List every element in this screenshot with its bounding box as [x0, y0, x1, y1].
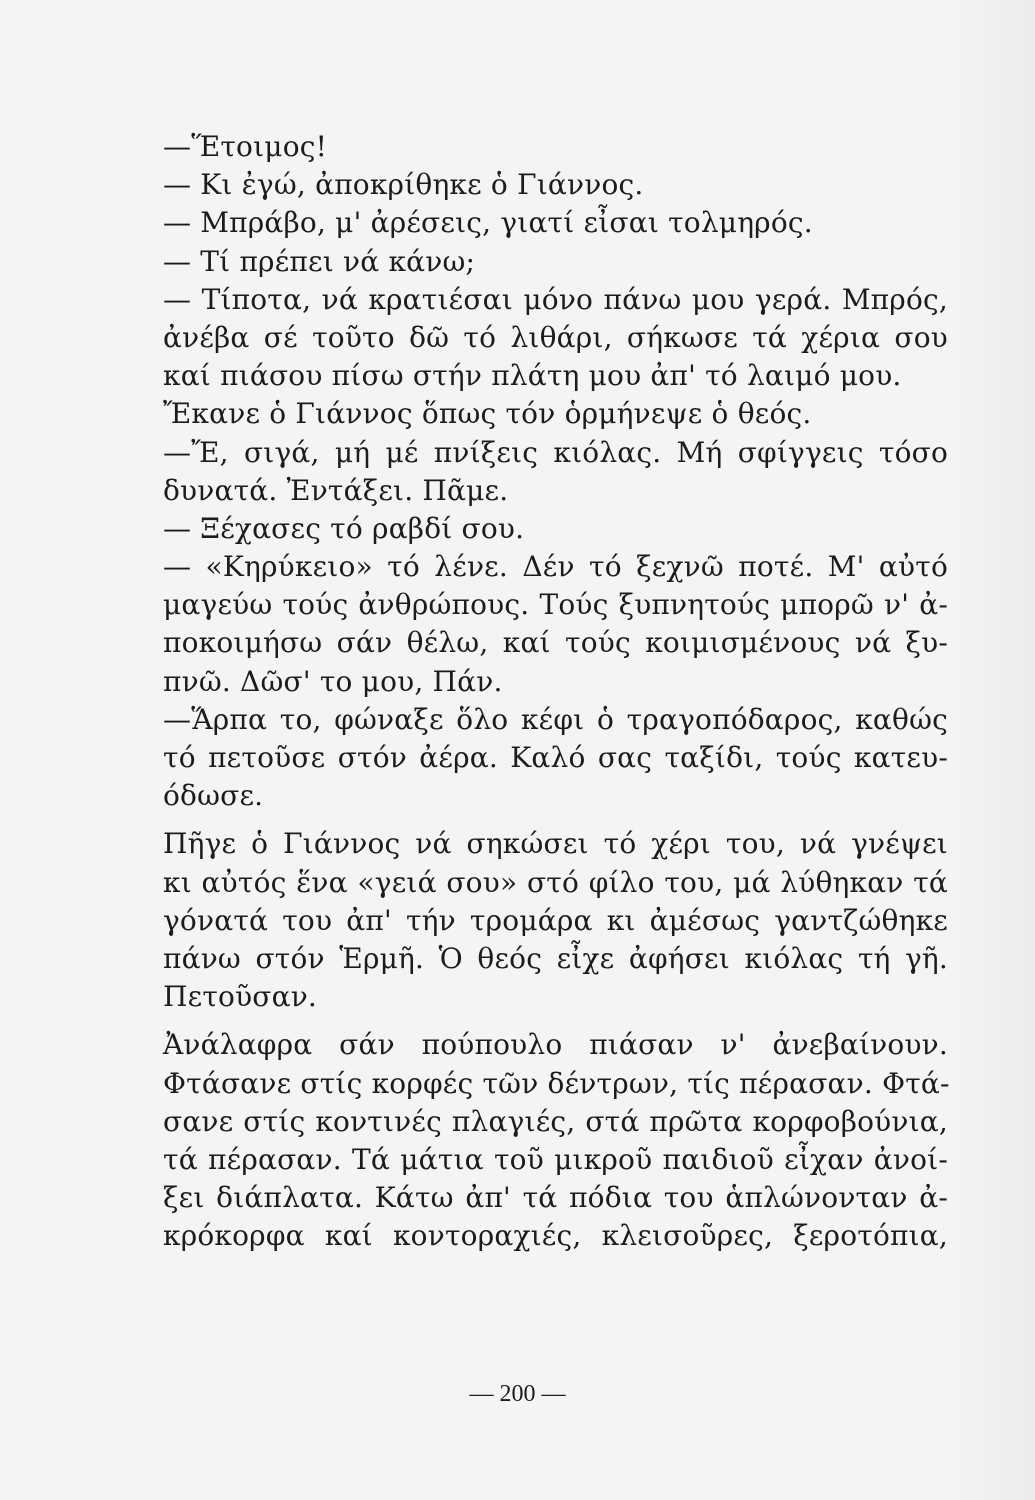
page-edge-shadow — [950, 0, 1035, 1500]
page-number: — 200 — — [469, 1381, 566, 1407]
text-line: — «Κηρύκειο» τό λένε. Δέν τό ξεχνῶ ποτέ. Μ' αὐτό — [163, 550, 948, 584]
text-line: ξει διάπλατα. Κάτω ἀπ' τά πόδια του ἁπλώνονταν ἀ- — [163, 1181, 948, 1215]
text-line: ποκοιμήσω σάν θέλω, καί τούς κοιμισμένους νά ξυ- — [163, 626, 948, 660]
text-line: —Ἅρπα το, φώναξε ὅλο κέφι ὁ τραγοπόδαρος, καθώς — [163, 702, 948, 736]
text-line: μαγεύω τούς ἀνθρώπους. Τούς ξυπνητούς μπορῶ ν' ἀ- — [163, 588, 948, 622]
text-line: —Ἔ, σιγά, μή μέ πνίξεις κιόλας. Μή σφίγγεις τόσο — [163, 435, 948, 469]
text-line: ἀνέβα σέ τοῦτο δῶ τό λιθάρι, σήκωσε τά χέρια σου — [163, 320, 948, 354]
text-line: τά πέρασαν. Τά μάτια τοῦ μικροῦ παιδιοῦ εἶχαν ἀνοί- — [163, 1142, 948, 1176]
text-line: Πετοῦσαν. — [163, 980, 318, 1014]
text-line: — Τίποτα, νά κρατιέσαι μόνο πάνω μου γερά. Μπρός, — [163, 282, 948, 316]
text-line: κρόκορφα καί κοντοραχιές, κλεισοῦρες, ξεροτόπια, — [163, 1219, 948, 1253]
text-line: Πῆγε ὁ Γιάννος νά σηκώσει τό χέρι του, νά γνέψει — [163, 827, 948, 861]
text-line: σανε στίς κοντινές πλαγιές, στά πρῶτα κορφοβούνια, — [163, 1104, 948, 1138]
text-line: Ἔκανε ὁ Γιάννος ὅπως τόν ὁρμήνεψε ὁ θεός. — [163, 397, 812, 431]
text-line: τό πετοῦσε στόν ἀέρα. Καλό σας ταξίδι, τούς κατευ- — [163, 741, 948, 774]
text-line: όδωσε. — [163, 779, 264, 813]
text-line: πνῶ. Δῶσ' το μου, Πάν. — [163, 664, 503, 698]
text-line: γόνατά του ἀπ' τήν τρομάρα κι ἀμέσως γαντζώθηκε — [163, 903, 948, 937]
text-line: Φτάσανε στίς κορφές τῶν δέντρων, τίς πέρασαν. Φτά- — [163, 1066, 950, 1100]
text-line: δυνατά. Ἐντάξει. Πᾶμε. — [163, 473, 509, 507]
text-line: — Μπράβο, μ' ἀρέσεις, γιατί εἶσαι τολμηρός. — [163, 206, 813, 240]
text-line: καί πιάσου πίσω στήν πλάτη μου ἀπ' τό λαιμό μου. — [163, 359, 902, 393]
text-line: κι αὐτός ἕνα «γειά σου» στό φίλο του, μά λύθηκαν τά — [163, 865, 948, 899]
text-line: — Τί πρέπει νά κάνω; — [163, 244, 476, 278]
text-line: — Ξέχασες τό ραβδί σου. — [163, 511, 525, 545]
text-line: — Κι ἐγώ, ἀποκρίθηκε ὁ Γιάννος. — [163, 168, 644, 202]
text-line: Ἀνάλαφρα σάν πούπουλο πιάσαν ν' ἀνεβαίνουν. — [163, 1028, 948, 1062]
text-line: —Ἕτοιμος! — [163, 130, 328, 163]
body-text — [163, 128, 948, 1255]
text-line: πάνω στόν Ἑρμῆ. Ὁ θεός εἶχε ἀφήσει κιόλας τή γῆ. — [163, 941, 948, 975]
